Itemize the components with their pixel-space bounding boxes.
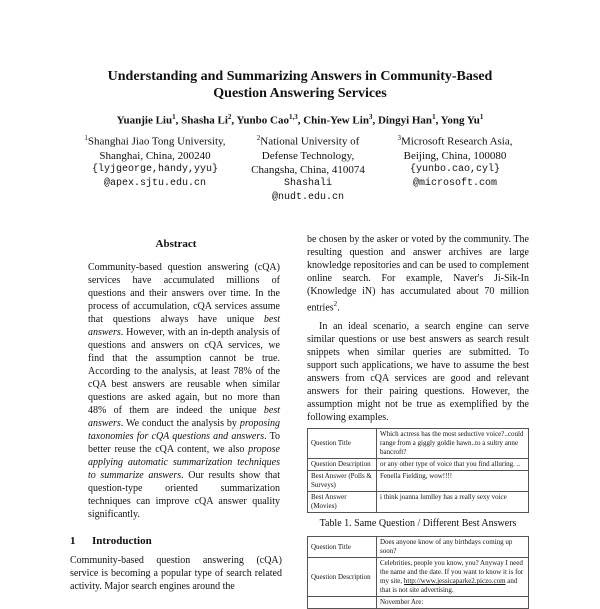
affiliation-1-marker: 1 xyxy=(84,134,88,142)
affiliation-1-line-2: Shanghai, China, 200240 xyxy=(99,149,211,162)
affiliation-2-line-1: National University of xyxy=(260,135,360,148)
section-heading-introduction xyxy=(70,535,282,548)
table-row xyxy=(308,558,529,597)
affiliation-2-marker: 2 xyxy=(256,134,261,142)
author-name: Yong Yu xyxy=(440,114,480,127)
abstract-text-4: . To better reuse the cQA content, we also xyxy=(88,431,280,455)
title-line-1: Understanding and Summarizing Answers in Community-Based xyxy=(107,69,493,84)
abstract-body xyxy=(70,261,282,521)
section-title: Introduction xyxy=(92,535,152,547)
author-affiliation-marker: 1,3 xyxy=(288,113,298,121)
author-separator: , xyxy=(231,114,237,127)
author-separator: , xyxy=(372,114,378,127)
table-2-cell-text: Celebrities, people you know, you? Anyway I need the name and the date. If you want to know it is for my site, xyxy=(380,559,524,586)
abstract-text-1: Community-based question answering (cQA) services have accumulated millions of questions and their answers over time. In the process of accumulation, cQA services assume that questions always have unique xyxy=(88,262,280,325)
affiliation-3-line-2: Beijing, China, 100080 xyxy=(403,149,507,162)
affiliation-1-email-user: {lyjgeorge,handy,yyu} xyxy=(91,163,219,175)
author-separator: , xyxy=(297,114,304,127)
affiliation-3 xyxy=(385,131,525,191)
table-2-label xyxy=(308,597,377,609)
table-2-cell: November Are: xyxy=(377,597,529,609)
footnote-marker: 2 xyxy=(333,300,338,308)
abstract-emphasis-3: proposing taxonomies for cQA questions and answers xyxy=(88,418,281,442)
table-row xyxy=(308,471,529,492)
author-affiliation-marker: 2 xyxy=(227,113,232,121)
affiliation-3-line-1: Microsoft Research Asia, xyxy=(401,135,513,148)
section-number: 1 xyxy=(70,535,76,547)
author-affiliation-marker: 1 xyxy=(479,113,484,121)
abstract-text-5: . Our results show that question-type oriented summarization techniques can improve cQA answer quality significantly. xyxy=(88,470,280,520)
table-1-cell: i think joanna lumlley has a really sexy voice xyxy=(377,492,529,513)
author-name: Chin-Yew Lin xyxy=(303,114,369,127)
table-2 xyxy=(307,536,529,609)
left-column xyxy=(70,238,282,593)
affiliation-1-line-1: Shanghai Jiao Tong University, xyxy=(87,135,226,148)
table-1-cell: Fenella Fielding, wow!!!! xyxy=(377,471,529,492)
table-1-label: Best Answer (Polls & Surveys) xyxy=(308,471,377,492)
affiliation-2-email-domain: @nudt.edu.cn xyxy=(271,191,344,203)
table-2-cell-text-end: and that is not site advertising. xyxy=(380,577,518,595)
author-list xyxy=(40,113,560,127)
table-row xyxy=(308,459,529,471)
table-row xyxy=(308,537,529,558)
right-paragraph-2: In an ideal scenario, a search engine can serve similar questions or use best answers as search result snippets when similar queries are submitted. To support such applications, we have to assume the best answers from cQA services are good and relevant answers for their pairing questions. However, the assumption might not be true as exemplified by the following examples. xyxy=(307,321,529,424)
table-row xyxy=(308,429,529,459)
abstract-emphasis-1: best answers xyxy=(88,314,281,338)
affiliation-1-email-domain: @apex.sjtu.edu.cn xyxy=(103,177,207,189)
author-name: Shasha Li xyxy=(181,114,228,127)
author-affiliation-marker: 1 xyxy=(432,113,436,121)
table-1-caption: Table 1. Same Question / Different Best Answers xyxy=(319,518,517,530)
affiliation-3-marker: 3 xyxy=(397,134,401,142)
site-link[interactable]: http://www.jessicaparke2.piczo.com xyxy=(403,577,506,586)
author-name: Dingyi Han xyxy=(377,114,433,127)
table-1-label: Question Title xyxy=(308,429,377,459)
abstract-heading: Abstract xyxy=(155,238,197,250)
table-1-label: Best Answer (Movies) xyxy=(308,492,377,513)
table-2-label: Question Description xyxy=(308,558,377,597)
affiliation-1 xyxy=(80,131,230,191)
introduction-text: Community-based question answering (cQA) service is becoming a popular type of search related activity. Major search engines around the xyxy=(70,555,282,592)
table-2-cell: Does anyone know of any birthdays coming up soon? xyxy=(377,537,529,558)
right-paragraph-1-text: be chosen by the asker or voted by the community. The resulting question and answer archives are large knowledge repositories and can be used to complement online search. For example, Naver's Ji-Sik-In (Knowledge iN) has accumulated about 70 million entries xyxy=(307,234,529,314)
affiliation-2-email-user: Shashali xyxy=(283,177,332,189)
paper-title xyxy=(60,68,540,102)
title-line-2: Question Answering Services xyxy=(213,86,387,101)
abstract-text-2: . However, with an in-depth analysis of questions and answers on cQA services, we find that the assumption cannot be true. According to the analysis, at least 78% of the cQA best answers are reusable when similar questions are asked again, but no more than 48% of them are indeed the unique xyxy=(88,327,280,416)
author-affiliation-marker: 3 xyxy=(368,113,373,121)
author-name: Yunbo Cao xyxy=(236,114,289,127)
affiliation-2 xyxy=(248,131,368,205)
table-2-label: Question Title xyxy=(308,537,377,558)
right-paragraph-1 xyxy=(307,233,529,314)
table-1-label: Question Description xyxy=(308,459,377,471)
author-separator: , xyxy=(175,114,182,127)
affiliation-3-email-user: {yunbo.cao,cyl} xyxy=(409,163,500,175)
table-2-cell xyxy=(377,558,529,597)
table-1-cell: or any other type of voice that you find alluring. .. xyxy=(377,459,529,471)
table-1-cell: Which actress has the most seductive voice?..could range from a giggly goldie hawn..to a sultry anne bancroft? xyxy=(377,429,529,459)
abstract-emphasis-2: best answers xyxy=(88,405,281,429)
affiliation-2-line-2: Defense Technology, xyxy=(261,149,355,162)
table-row xyxy=(308,492,529,513)
affiliation-2-line-3: Changsha, China, 410074 xyxy=(251,163,365,176)
right-paragraph-1-end: . xyxy=(337,302,340,314)
author-separator: , xyxy=(435,114,441,127)
abstract-text-3: . We conduct the analysis by xyxy=(120,418,237,429)
affiliation-3-email-domain: @microsoft.com xyxy=(412,177,497,189)
author-affiliation-marker: 1 xyxy=(172,113,176,121)
table-row xyxy=(308,597,529,609)
author-name: Yuanjie Liu xyxy=(116,114,173,127)
abstract-emphasis-4: propose applying automatic summarization techniques to summarize answers xyxy=(88,444,280,481)
table-1 xyxy=(307,428,529,513)
right-column xyxy=(307,233,529,609)
